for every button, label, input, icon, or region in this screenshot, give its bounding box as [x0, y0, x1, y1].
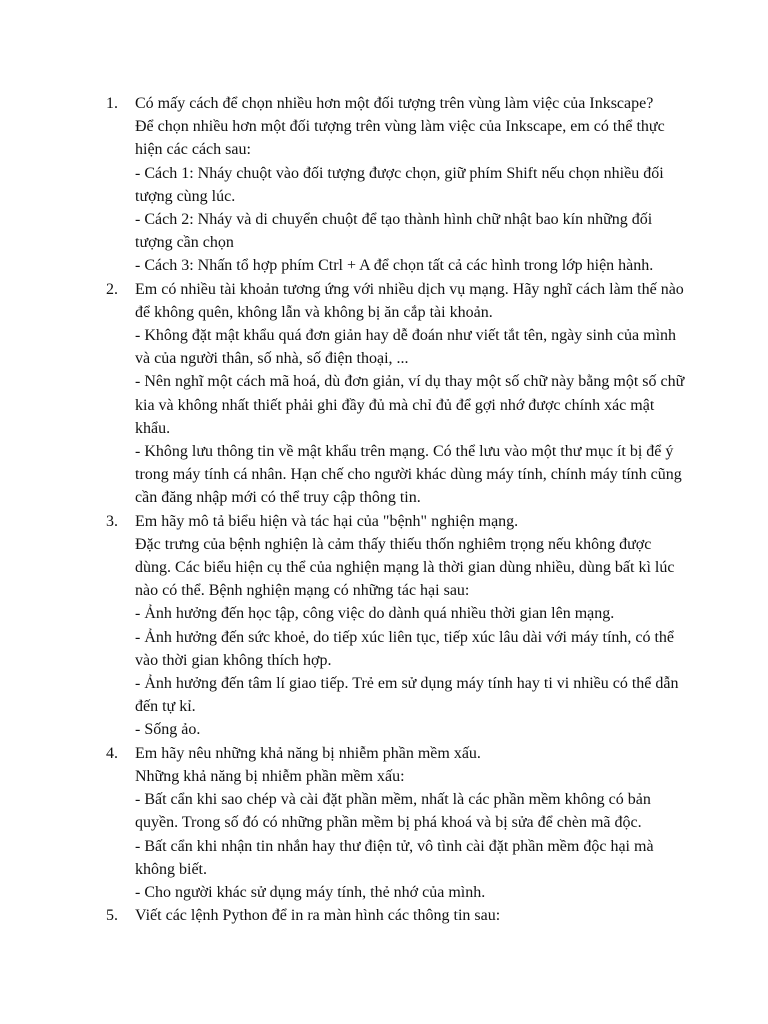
question-text: Có mấy cách để chọn nhiều hơn một đối tượng trên vùng làm việc của Inkscape?: [135, 95, 654, 112]
question-item: [106, 510, 686, 742]
question-text: Em hãy mô tả biểu hiện và tác hại của "bệnh" nghiện mạng.: [135, 512, 519, 530]
question-number: 2.: [106, 280, 118, 298]
answer-line: - Ảnh hưởng đến sức khoẻ, do tiếp xúc liên tục, tiếp xúc lâu dài với máy tính, có thể vào thời gian không thích hợp.: [135, 628, 675, 669]
answer-line: - Ảnh hưởng đến học tập, công việc do dành quá nhiều thời gian lên mạng.: [135, 605, 615, 623]
question-item: [106, 742, 686, 904]
question-item: [106, 278, 686, 510]
answer-line: - Bất cẩn khi sao chép và cài đặt phần mềm, nhất là các phần mềm không có bản quyền. Trong số đó có những phần mềm bị phá khoá và bị sửa để chèn mã độc.: [135, 791, 651, 832]
answer-line: - Cách 2: Nháy và di chuyển chuột để tạo thành hình chữ nhật bao kín những đối tượng cần chọn: [135, 211, 653, 252]
answer-line: - Cách 1: Nháy chuột vào đối tượng được chọn, giữ phím Shift nếu chọn nhiều đối tượng cùng lúc.: [135, 164, 664, 205]
answer-line: - Không đặt mật khẩu quá đơn giản hay dễ đoán như viết tắt tên, ngày sinh của mình và của người thân, số nhà, số điện thoại, ...: [135, 327, 677, 368]
answer-line: - Bất cẩn khi nhận tin nhắn hay thư điện tử, vô tình cài đặt phần mềm độc hại mà không biết.: [135, 837, 654, 878]
answer-line: - Cách 3: Nhấn tổ hợp phím Ctrl + A để chọn tất cả các hình trong lớp hiện hành.: [135, 257, 654, 275]
answer-line: - Sống ảo.: [135, 721, 201, 739]
question-list: [106, 92, 686, 927]
question-number: 3.: [106, 512, 118, 530]
answer-line: - Không lưu thông tin về mật khẩu trên mạng. Có thể lưu vào một thư mục ít bị để ý trong máy tính cá nhân. Hạn chế cho người khác dùng máy tính, chính máy tính cũng cần đăng nhập mới có thể truy cập thông tin.: [135, 443, 682, 507]
question-item: [106, 92, 686, 278]
answer-line: Đặc trưng của bệnh nghiện là cảm thấy thiếu thốn nghiêm trọng nếu không được dùng. Các biểu hiện cụ thể của nghiện mạng là thời gian dùng nhiều, dùng bất kì lúc nào có thể. Bệnh nghiện mạng có những tác hại sau:: [135, 535, 675, 600]
answer-line: - Cho người khác sử dụng máy tính, thẻ nhớ của mình.: [135, 883, 486, 901]
question-number: 5.: [106, 907, 118, 925]
answer-line: - Nên nghĩ một cách mã hoá, dù đơn giản, ví dụ thay một số chữ này bằng một số chữ kia và không nhất thiết phải ghi đầy đủ mà chỉ đủ để gợi nhớ được chính xác mật khẩu.: [135, 373, 685, 437]
question-text: Em có nhiều tài khoản tương ứng với nhiều dịch vụ mạng. Hãy nghĩ cách làm thế nào để không quên, không lẫn và không bị ăn cắp tài khoản.: [135, 280, 684, 321]
question-text: Viết các lệnh Python để in ra màn hình các thông tin sau:: [135, 907, 501, 925]
question-number: 4.: [106, 744, 118, 762]
question-number: 1.: [106, 95, 118, 112]
answer-line: Những khả năng bị nhiễm phần mềm xấu:: [135, 767, 405, 785]
answer-line: - Ảnh hưởng đến tâm lí giao tiếp. Trẻ em sử dụng máy tính hay ti vi nhiều có thể dẫn đến tự kỉ.: [135, 675, 679, 716]
answer-line: Để chọn nhiều hơn một đối tượng trên vùng làm việc của Inkscape, em có thể thực hiện các cách sau:: [135, 118, 665, 159]
question-text: Em hãy nêu những khả năng bị nhiễm phần mềm xấu.: [135, 744, 481, 762]
question-item: [106, 904, 686, 927]
